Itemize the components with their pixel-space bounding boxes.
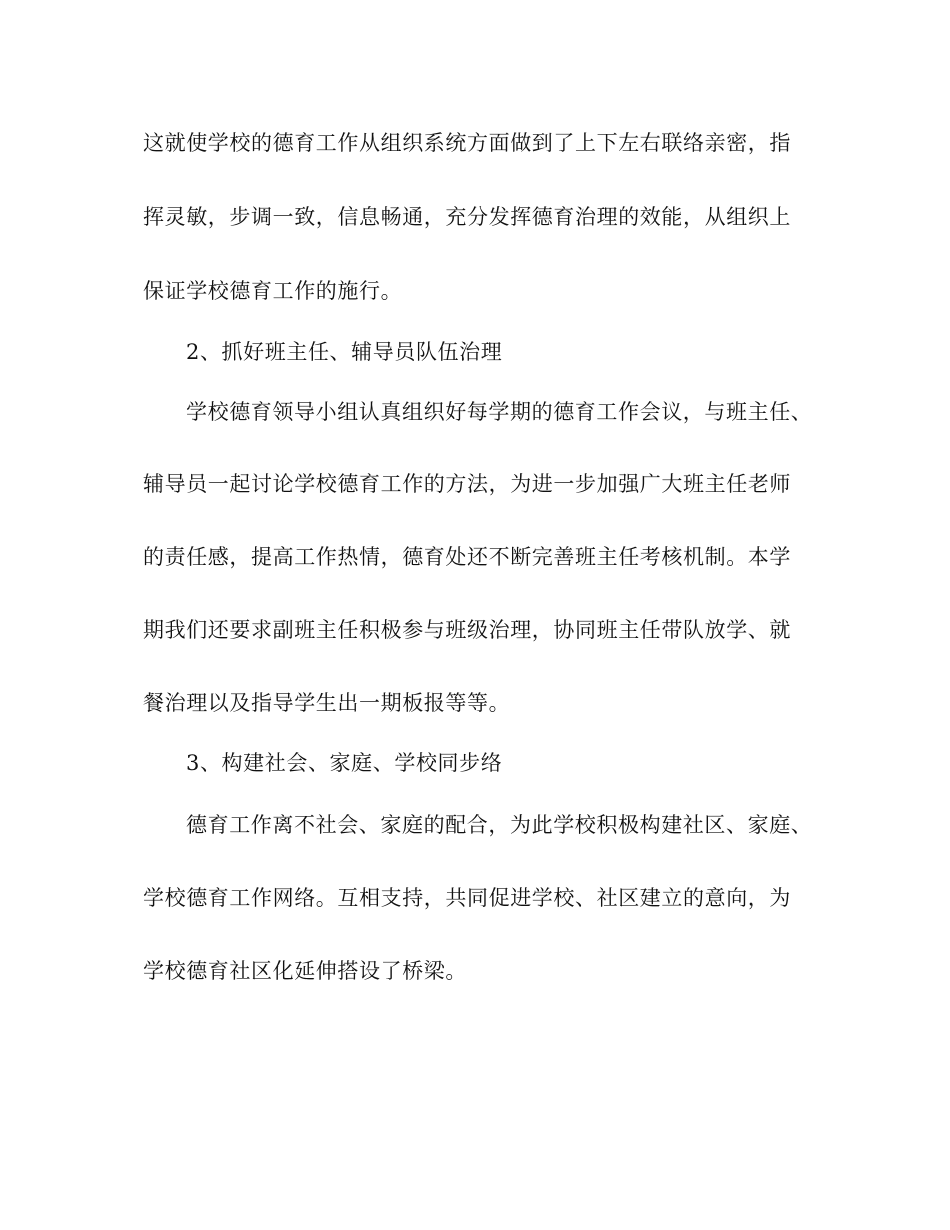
body-text-line: 学校德育工作网络。互相支持，共同促进学校、社区建立的意向，为 <box>143 886 791 910</box>
section-heading: 2、抓好班主任、辅导员队伍治理 <box>186 340 503 364</box>
body-text-line: 辅导员一起讨论学校德育工作的方法，为进一步加强广大班主任老师 <box>143 472 791 496</box>
body-text-line: 保证学校德育工作的施行。 <box>143 279 403 303</box>
body-text-line: 学校德育领导小组认真组织好每学期的德育工作会议，与班主任、 <box>186 400 813 424</box>
body-text-line: 这就使学校的德育工作从组织系统方面做到了上下左右联络亲密，指 <box>143 131 791 155</box>
section-heading: 3、构建社会、家庭、学校同步络 <box>186 751 503 775</box>
body-text-line: 学校德育社区化延伸搭设了桥梁。 <box>143 959 467 983</box>
body-text-line: 餐治理以及指导学生出一期板报等等。 <box>143 691 511 715</box>
body-text-line: 德育工作离不社会、家庭的配合，为此学校积极构建社区、家庭、 <box>186 813 813 837</box>
body-text-line: 挥灵敏，步调一致，信息畅通，充分发挥德育治理的效能，从组织上 <box>143 205 791 229</box>
body-text-line: 期我们还要求副班主任积极参与班级治理，协同班主任带队放学、就 <box>143 618 791 642</box>
body-text-line: 的责任感，提高工作热情，德育处还不断完善班主任考核机制。本学 <box>143 545 791 569</box>
